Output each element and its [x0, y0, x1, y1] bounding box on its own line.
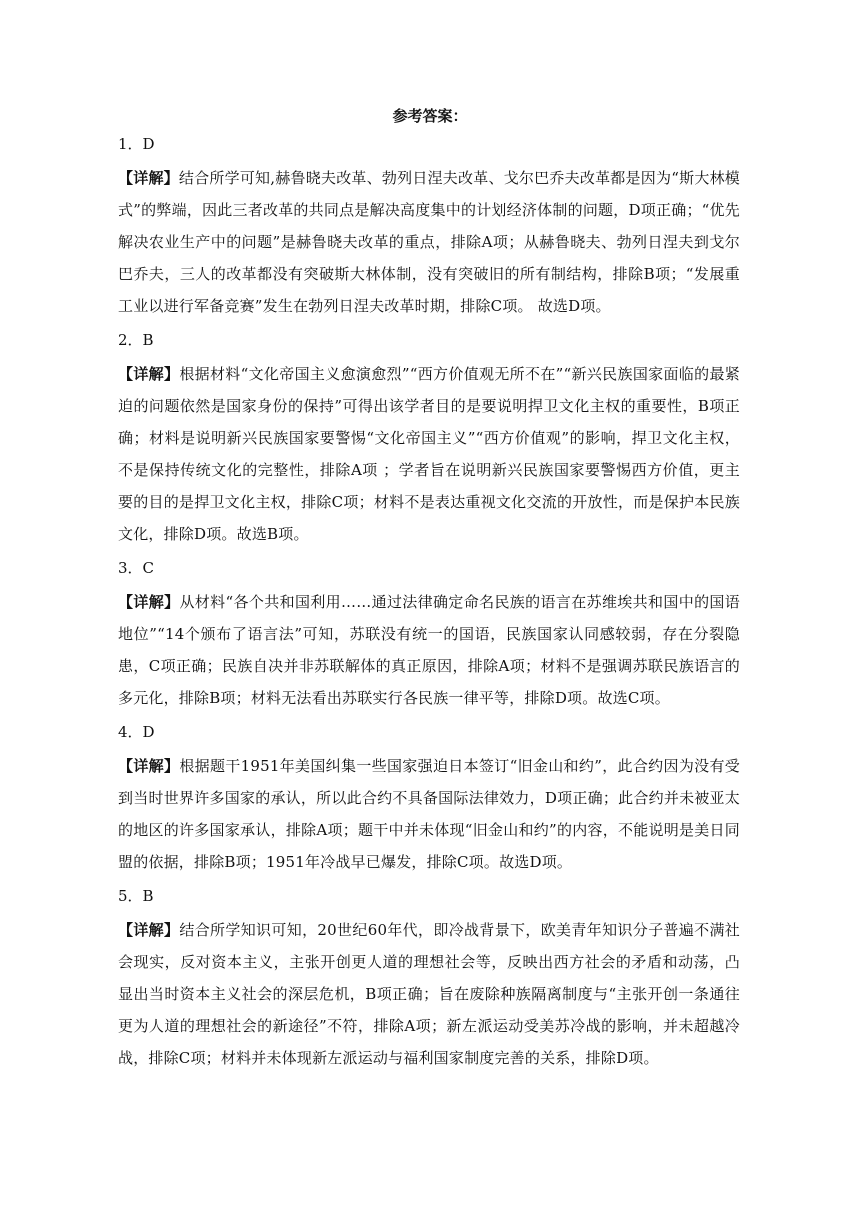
answer-number: 2．B [118, 331, 154, 349]
explanation-text: 从材料“各个共和国利用……通过法律确定命名民族的语言在苏维埃共和国中的国语地位”“14个颁布了语言法”可知，苏联没有统一的国语，民族国家认同感较弱，存在分裂隐患，C项正确；民族自决并非苏联解体的真正原因，排除A项；材料不是强调苏联民族语言的多元化，排除B项；材料无法看出苏联实行各民族一律平等，排除D项。故选C项。 [118, 593, 740, 707]
answer-explanation [118, 586, 740, 714]
explanation-tag: 【详解】 [118, 365, 180, 383]
page-title: 参考答案： [392, 107, 468, 125]
answer-explanation [118, 162, 740, 322]
explanation-text: 结合所学知识可知，20世纪60年代，即冷战背景下，欧美青年知识分子普遍不满社会现实，反对资本主义，主张开创更人道的理想社会等，反映出西方社会的矛盾和动荡，凸显出当时资本主义社会的深层危机，B项正确；旨在废除种族隔离制度与“主张开创一条通往更为人道的理想社会的新途径”不符，排除A项；新左派运动受美苏冷战的影响，并未超越冷战，排除C项；材料并未体现新左派运动与福利国家制度完善的关系，排除D项。 [118, 921, 740, 1067]
answer-explanation [118, 914, 740, 1074]
explanation-tag: 【详解】 [118, 757, 180, 775]
explanation-text: 根据题干1951年美国纠集一些国家强迫日本签订“旧金山和约”，此合约因为没有受到当时世界许多国家的承认，所以此合约不具备国际法律效力，D项正确；此合约并未被亚太的地区的许多国家承认，排除A项；题干中并未体现“旧金山和约”的内容，不能说明是美日同盟的依据，排除B项；1951年冷战早已爆发，排除C项。故选D项。 [118, 757, 740, 871]
explanation-text: 根据材料“文化帝国主义愈演愈烈”“西方价值观无所不在”“新兴民族国家面临的最紧迫的问题依然是国家身份的保持”可得出该学者目的是要说明捍卫文化主权的重要性，B项正确；材料是说明新兴民族国家要警惕“文化帝国主义”“西方价值观”的影响，捍卫文化主权，不是保持传统文化的完整性，排除A项 ；学者旨在说明新兴民族国家要警惕西方价值，更主要的目的是捍卫文化主权，排除C项；材料不是表达重视文化交流的开放性，而是保护本民族文化，排除D项。故选B项。 [118, 365, 740, 543]
explanation-tag: 【详解】 [118, 593, 180, 611]
answer-number: 4．D [118, 723, 155, 741]
answer-item-5 [118, 882, 740, 1074]
answer-item-4 [118, 718, 740, 878]
answer-explanation [118, 750, 740, 878]
answer-number: 3．C [118, 559, 155, 577]
explanation-tag: 【详解】 [118, 921, 180, 939]
answer-item-1 [118, 130, 740, 322]
answer-number: 1．D [118, 135, 155, 153]
answer-number: 5．B [118, 887, 154, 905]
explanation-tag: 【详解】 [118, 169, 179, 187]
answer-item-2 [118, 326, 740, 550]
answer-list [118, 130, 740, 1078]
explanation-text: 结合所学可知,赫鲁晓夫改革、勃列日涅夫改革、戈尔巴乔夫改革都是因为“斯大林模式”的弊端，因此三者改革的共同点是解决高度集中的计划经济体制的问题，D项正确；“优先解决农业生产中的问题”是赫鲁晓夫改革的重点，排除A项；从赫鲁晓夫、勃列日涅夫到戈尔巴乔夫，三人的改革都没有突破斯大林体制，没有突破旧的所有制结构，排除B项；“发展重工业以进行军备竞赛”发生在勃列日涅夫改革时期，排除C项。 故选D项。 [118, 169, 740, 315]
answer-explanation [118, 358, 740, 550]
answer-item-3 [118, 554, 740, 714]
